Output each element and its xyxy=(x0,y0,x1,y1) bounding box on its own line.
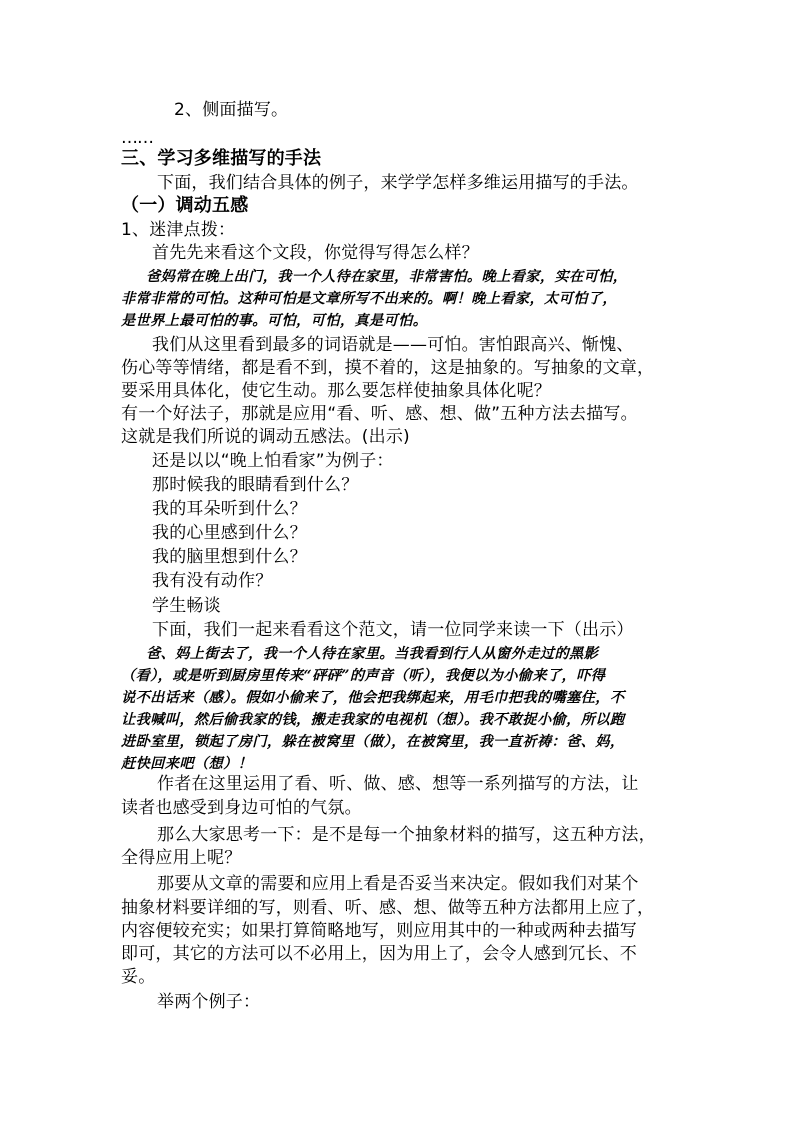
answer-line: 内容便较充实；如果打算简略地写，则应用其中的一种或两种去描写 xyxy=(121,921,637,941)
guiding-question: 我有没有动作？ xyxy=(152,571,273,591)
reading-intro: 下面，我们一起来看看这个范文，请一位同学来读一下（出示） xyxy=(152,620,634,640)
student-discussion: 学生畅谈 xyxy=(152,596,221,616)
analysis-line: 读者也感受到身边可怕的气氛。 xyxy=(121,798,362,818)
example-text-line: 是世界上最可怕的事。可怕，可怕，真是可怕。 xyxy=(121,313,428,329)
analysis-line: 作者在这里运用了看、听、做、感、想等一系列描写的方法，让 xyxy=(157,774,639,794)
answer-line: 即可，其它的方法可以不必用上，因为用上了，会令人感到冗长、不 xyxy=(121,944,637,964)
reflection-question: 那么大家思考一下：是不是每一个抽象材料的描写，这五种方法， xyxy=(157,825,656,845)
model-essay-line: 进卧室里，锁起了房门，躲在被窝里（做），在被窝里，我一直祈祷：爸、妈， xyxy=(121,734,625,750)
subsection-title: （一）调动五感 xyxy=(121,195,249,216)
hint-label: 1、迷津点拨： xyxy=(121,220,236,240)
model-essay-line: 爸、妈上街去了，我一个人待在家里。当我看到行人从窗外走过的黑影 xyxy=(146,646,599,662)
intro-paragraph: 下面，我们结合具体的例子，来学学怎样多维运用描写的手法。 xyxy=(157,173,639,193)
answer-line: 抽象材料要详细的写，则看、听、感、想、做等五种方法都用上应了， xyxy=(121,898,655,918)
examples-intro: 举两个例子： xyxy=(157,992,261,1012)
answer-line: 那要从文章的需要和应用上看是否妥当来决定。假如我们对某个 xyxy=(157,874,639,894)
analysis-line: 我们从这里看到最多的词语就是——可怕。害怕跟高兴、惭愧、 xyxy=(152,335,634,355)
section-title: 三、学习多维描写的手法 xyxy=(121,148,322,169)
model-essay-line: （看），或是听到厨房里传来“砰砰”的声音（听），我便以为小偷来了，吓得 xyxy=(121,668,606,684)
example-text-line: 非常非常的可怕。这种可怕是文章所写不出来的。啊！晚上看家，太可怕了， xyxy=(121,291,617,307)
example-intro: 还是以以“晚上怕看家”为例子： xyxy=(152,451,394,471)
model-essay-line: 让我喊叫，然后偷我家的钱，搬走我家的电视机（想）。我不敢捉小偷，所以跑 xyxy=(121,712,625,728)
item-side-description: 2、侧面描写。 xyxy=(174,100,289,120)
guiding-question: 我的耳朵听到什么？ xyxy=(152,499,307,519)
example-text-line: 爸妈常在晚上出门，我一个人待在家里，非常害怕。晚上看家，实在可怕， xyxy=(146,269,628,285)
guiding-question: 我的脑里想到什么？ xyxy=(152,547,307,567)
model-essay-line: 说不出话来（感）。假如小偷来了，他会把我绑起来，用毛巾把我的嘴塞住，不 xyxy=(121,690,625,706)
answer-line: 妥。 xyxy=(121,967,156,987)
analysis-line: 要采用具体化，使它生动。那么要怎样使抽象具体化呢？ xyxy=(121,381,551,401)
model-essay-line: 赶快回来吧（想）！ xyxy=(121,756,253,772)
analysis-line: 有一个好法子，那就是应用“看、听、感、想、做”五种方法去描写。 xyxy=(121,404,638,424)
guiding-question: 那时候我的眼睛看到什么？ xyxy=(152,475,359,495)
analysis-line: 这就是我们所说的调动五感法。(出示) xyxy=(121,427,410,447)
reflection-question: 全得应用上呢？ xyxy=(121,848,242,868)
guiding-question: 我的心里感到什么？ xyxy=(152,523,307,543)
question-line: 首先先来看这个文段，你觉得写得怎么样？ xyxy=(152,243,479,263)
ellipsis: …… xyxy=(121,128,153,148)
analysis-line: 伤心等等情绪，都是看不到，摸不着的，这是抽象的。写抽象的文章， xyxy=(121,358,655,378)
